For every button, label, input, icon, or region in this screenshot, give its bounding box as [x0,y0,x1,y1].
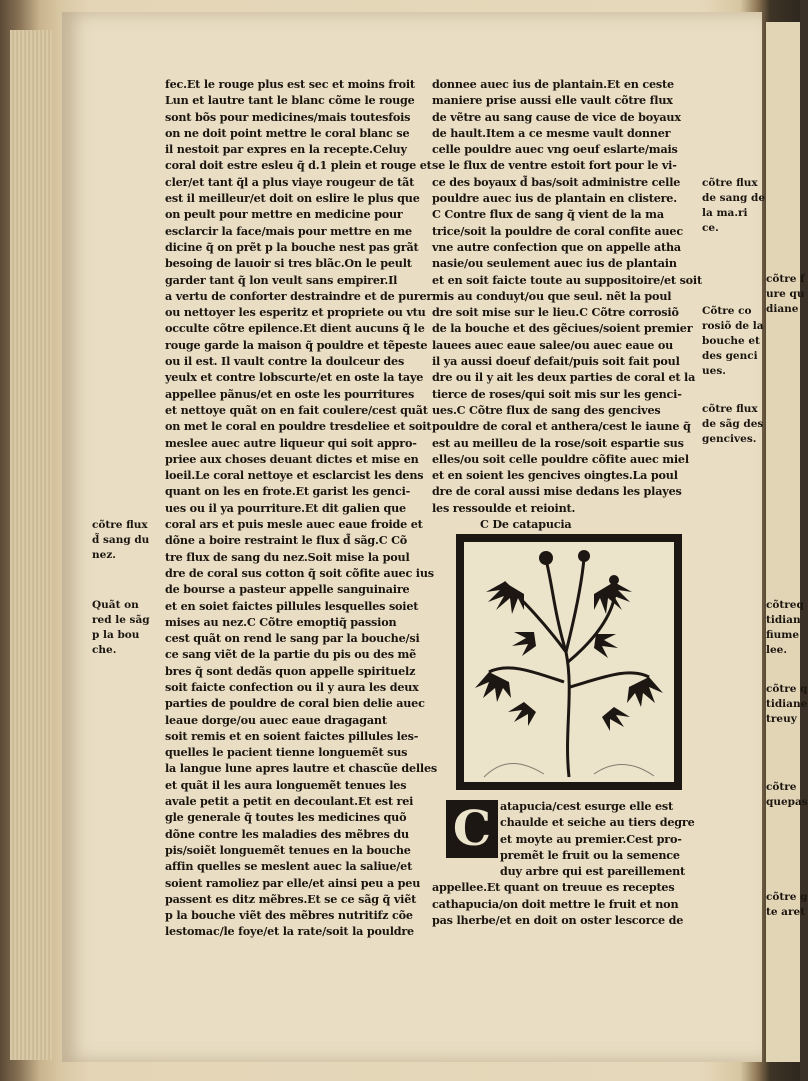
text-line: est au meilleu de la rose/soit espartie sus [432,435,684,450]
fragment-line: fiume [766,629,800,641]
text-line: et en soiet faictes pillules lesquelles soiet [165,598,419,613]
fragment-line: cõtre [766,781,797,793]
text-line: lestomac/le foye/et la rate/soit la pouldre [165,924,414,939]
text-line: duy arbre qui est pareillement [500,864,686,879]
fragment-line: tidian [766,614,801,626]
margin-note-line: red le sãg [92,614,150,626]
margin-note-line: bouche et [702,335,760,347]
left-margin-note [92,598,150,658]
text-line: ce des boyaux d̃ bas/soit administre celle [432,174,681,189]
text-line: mises au nez.C Cõtre emoptiq̃ passion [165,614,397,629]
text-line: donnee auec ius de plantain.Et en ceste [432,77,674,91]
text-line: priee aux choses deuant dictes et mise en [165,451,419,466]
text-line: il ya aussi doeuf defait/puis soit fait poul [432,354,680,369]
text-line: et moyte au premier.Cest pro- [500,831,682,846]
text-line: p la bouche viẽt des mẽbres nutritifz cõe [165,908,413,923]
text-line: pouldre auec ius de plantain en clistere. [432,191,677,206]
margin-note-line: Cõtre co [702,305,752,317]
text-line: quelles le pacient tienne longuemẽt sus [165,745,408,760]
text-line: de bourse a pasteur appelle sanguinaire [165,582,410,597]
text-line: chaulde et seiche au tiers degre [500,815,695,830]
text-line: cest quãt on rend le sang par la bouche/si [165,631,420,646]
margin-note-line: gencives. [702,433,757,445]
text-line: pouldre de coral et anthera/cest le iaune q̃ [432,419,691,434]
text-line: pas lherbe/et en doit on oster lescorce de [432,913,684,928]
text-line: sont bõs pour medicines/mais toutesfois [165,109,411,124]
margin-note-line: des genci [702,350,758,362]
text-line: meslee auec autre liqueur qui soit appro- [165,435,417,450]
text-line: on met le coral en pouldre tresdeliee et soit [165,419,432,434]
facing-page-fragment [766,780,808,810]
text-line: vne autre confection que on appelle atha [432,239,681,254]
text-line: et quãt il les aura longuemẽt tenues les [165,777,407,792]
margin-note-line: cõtre flux [92,519,148,531]
text-line: celle pouldre auec vng oeuf eslarte/mais [432,142,678,157]
text-line: on peult pour mettre en medicine pour [165,207,403,222]
section-heading: C De catapucia [480,517,572,532]
text-line: tierce de roses/qui soit mis sur les genci- [432,386,682,401]
margin-note-line: la ma.ri [702,207,748,219]
text-line: quant on les en frote.Et garist les genci- [165,484,411,499]
text-line: de la bouche et des gẽciues/soient premier [432,321,693,336]
margin-note-line: nez. [92,549,116,561]
text-line: dicine q̃ on prẽt p la bouche nest pas grãt [165,239,419,254]
text-line: coral ars et puis mesle auec eaue froide et [165,517,423,532]
text-line: loeil.Le coral nettoye et esclarcist les dens [165,468,424,483]
fragment-line: te aret [766,906,806,918]
text-line: cathapucia/on doit mettre le fruit et non [432,896,679,911]
fragment-line: diane [766,303,799,315]
fragment-line: lee. [766,644,788,656]
fragment-line: tidiane [766,698,808,710]
fragment-line: cõtre g [766,891,808,903]
catapucia-text [432,798,695,928]
text-line: la langue lune apres lautre et chascũe delles [165,761,437,776]
right-margin-note [702,304,764,379]
text-line: ou il est. Il vault contre la doulceur des [165,354,405,369]
text-line: premẽt le fruit ou la semence [500,847,680,862]
left-text-column [165,76,437,940]
fragment-line: cõtre f [766,273,805,285]
text-line: ues ou il ya pourriture.Et dit galien que [165,500,406,515]
text-line: lauees auec eaue salee/ou auec eaue ou [432,337,674,352]
margin-note-line: cõtre flux [702,177,758,189]
text-line: occulte cõtre epilence.Et dient aucuns q̃ le [165,321,425,336]
text-line: dre soit mise sur le lieu.C Cõtre corrosiõ [432,305,679,320]
text-line: ou nettoyer les esperitz et propriete ou vtu [165,305,426,320]
text-line: besoing de lauoir si tres blãc.On le peult [165,256,412,271]
text-line: esclarcir la face/mais pour mettre en me [165,223,412,238]
page-edges [10,30,52,1060]
text-line: soit remis et en soient faictes pillules les- [165,728,419,743]
text-line: ce sang viẽt de la partie du pis ou des mẽ [165,647,417,662]
facing-page-fragment [766,272,805,317]
woodcut-illustration [456,534,682,790]
text-line: nasie/ou seulement auec ius de plantain [432,256,677,271]
decorated-initial: C [446,800,498,858]
text-line: passent es ditz mẽbres.Et se ce sãg q̃ viẽt [165,891,417,906]
text-line: fec.Et le rouge plus est sec et moins froit [165,77,415,91]
text-line: est il meilleur/et doit on eslire le plus que [165,191,420,206]
text-line: de hault.Item a ce mesme vault donner [432,125,671,140]
text-line: C Contre flux de sang q̃ vient de la ma [432,207,664,222]
text-line: garder tant q̃ lon veult sans empirer.Il [165,272,398,287]
text-line: soit faicte confection ou il y aura les deux [165,679,419,694]
text-line: appellee pãnus/et en oste les pourritures [165,386,415,401]
text-line: dre ou il y ait les deux parties de coral et la [432,370,696,385]
fragment-line: ure qu [766,288,805,300]
left-margin-note [92,518,149,563]
text-line: gle generale q̃ toutes les medicines quõ [165,810,407,825]
fragment-line: treuy [766,713,797,725]
text-line: ues.C Cõtre flux de sang des gencives [432,402,661,417]
text-line: a vertu de conforter destraindre et de purer [165,288,433,303]
text-line: yeulx et contre lobscurte/et en oste la taye [165,370,424,385]
text-line: il nestoit par expres en la recepte.Celuy [165,142,407,157]
facing-page-fragment [766,682,807,727]
right-margin-note [702,402,763,447]
text-line: et nettoye quãt on en fait coulere/cest quãt [165,402,428,417]
text-line: se le flux de ventre estoit fort pour le vi- [432,158,677,173]
text-line: trice/soit la pouldre de coral confite auec [432,223,683,238]
text-line: coral doit estre esleu q̃ d.1 plein et rouge et [165,158,432,173]
right-text-column [432,76,702,532]
text-line: dõne a boire restraint le flux d̃ sãg.C Cõ [165,533,408,548]
text-line: dre de coral aussi mise dedans les playes [432,484,682,499]
fragment-line: cõtreq [766,599,804,611]
text-line: les ressoulde et reioint. [432,500,576,515]
text-line: et en soit faicte toute au suppositoire/et soit [432,272,702,287]
text-line: avale petit a petit en decoulant.Et est rei [165,794,414,809]
text-line: parties de pouldre de coral bien delie auec [165,696,425,711]
right-margin-note [702,176,765,236]
text-line: maniere prise aussi elle vault cõtre flux [432,93,673,108]
text-line: on ne doit point mettre le coral blanc se [165,125,410,140]
margin-note-line: ues. [702,365,726,377]
text-line: Lun et lautre tant le blanc cõme le rouge [165,93,415,108]
text-line: mis au conduyt/ou que seul. nẽt la poul [432,288,672,303]
facing-page-fragment [766,598,804,658]
facing-page-fragment [766,890,807,920]
fragment-line: cõtre q [766,683,808,695]
text-line: dre de coral sus cotton q̃ soit cõfite auec ius [165,565,434,580]
margin-note-line: ce. [702,222,719,234]
text-line: atapucia/cest esurge elle est [500,799,674,813]
text-line: dõne contre les maladies des mẽbres du [165,826,409,841]
text-line: affin quelles se meslent auec la saliue/et [165,859,413,874]
text-line: tre flux de sang du nez.Soit mise la poul [165,549,410,564]
text-line: appellee.Et quant on treuue es receptes [432,880,675,895]
margin-note-line: p la bou [92,629,140,641]
margin-note-line: rosiõ de la [702,320,764,332]
margin-note-line: che. [92,644,117,656]
text-line: de vẽtre au sang cause de vice de boyaux [432,109,681,124]
text-line: et en soient les gencives oingtes.La poul [432,468,678,483]
margin-note-line: de sãg des [702,418,764,430]
margin-note-line: cõtre flux [702,403,758,415]
catapucia-plant-icon [464,542,674,782]
text-line: leaue dorge/ou auec eaue dragagant [165,712,387,727]
margin-note-line: de sang de [702,192,766,204]
fragment-line: quepas [766,796,808,808]
text-line: rouge garde la maison q̃ pouldre et tẽpeste [165,337,428,352]
text-line: soient ramoliez par elle/et ainsi peu a peu [165,875,421,890]
margin-note-line: Quãt on [92,599,139,611]
text-line: elles/ou soit celle pouldre cõfite auec miel [432,451,689,466]
text-line: cler/et tant q̃l a plus viaye rougeur de tãt [165,174,415,189]
margin-note-line: d̃ sang du [92,534,150,546]
text-line: pis/soiẽt longuemẽt tenues en la bouche [165,842,411,857]
text-line: bres q̃ sont dedãs quon appelle spirituelz [165,663,416,678]
